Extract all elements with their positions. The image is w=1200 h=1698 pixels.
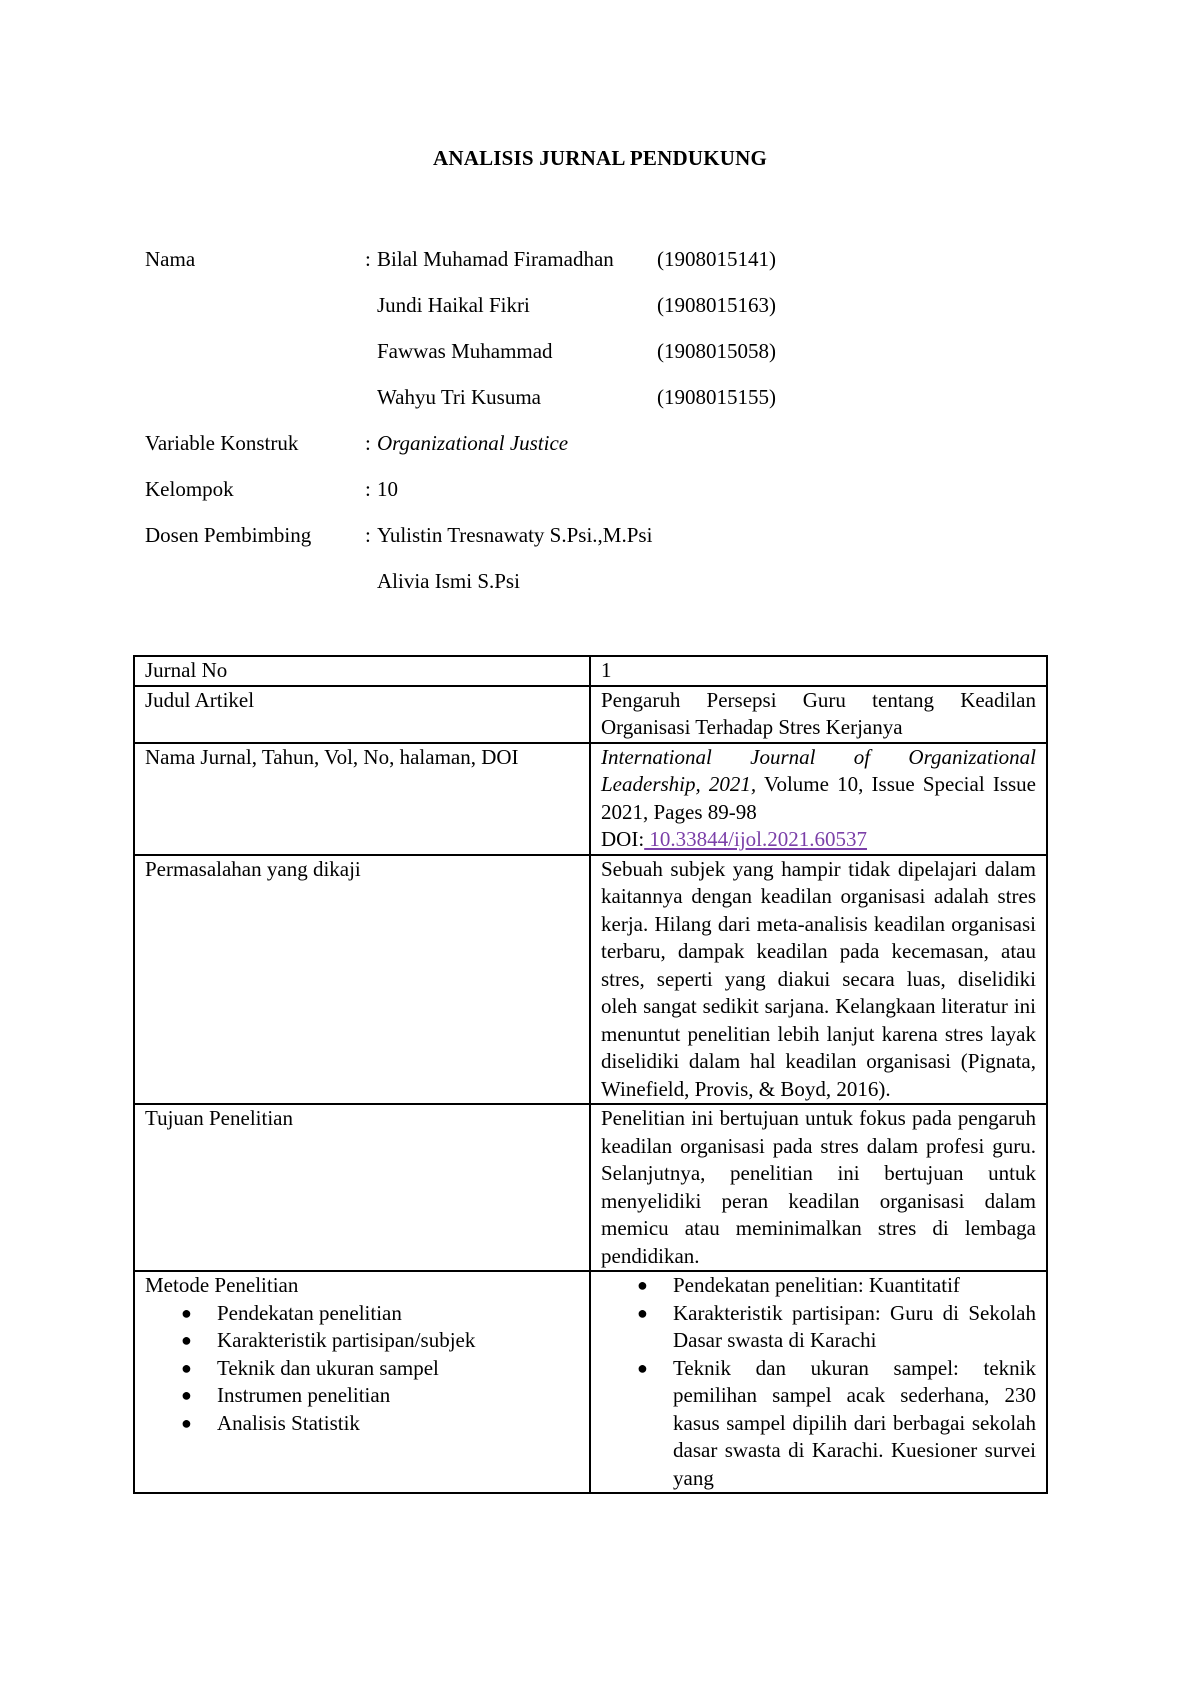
cell-label: Jurnal No: [134, 656, 590, 686]
metode-value-list: [601, 1272, 1036, 1492]
member-id: (1908015155): [657, 385, 776, 409]
bullet-icon: ●: [181, 1385, 192, 1405]
journal-table: [133, 655, 1048, 1494]
cell-value: Penelitian ini bertujuan untuk fokus pada pengaruh keadilan organisasi pada stres dalam profesi guru. Selanjutnya, penelitian ini bertujuan untuk menyelidiki peran keadilan organisasi dalam memicu atau meminimalkan stres di lembaga pendidikan.: [590, 1104, 1047, 1271]
dosen-name: Yulistin Tresnawaty S.Psi.,M.Psi: [377, 523, 653, 547]
table-row: [134, 855, 1047, 1105]
cell-value: [590, 743, 1047, 855]
list-item: ● Teknik dan ukuran sampel: [217, 1355, 579, 1383]
table-row: [134, 743, 1047, 855]
cell-label: [134, 1271, 590, 1493]
table-row: [134, 1104, 1047, 1271]
bullet-icon: ●: [181, 1357, 192, 1378]
bullet-icon: ●: [637, 1275, 648, 1295]
table-row: [134, 686, 1047, 743]
member-name: Fawwas Muhammad: [377, 339, 553, 363]
list-item: ● Analisis Statistik: [217, 1410, 579, 1438]
doi-label: DOI:: [601, 827, 645, 851]
bullet-icon: ●: [637, 1302, 648, 1323]
bullet-icon: ●: [637, 1357, 648, 1378]
member-name: Jundi Haikal Fikri: [377, 293, 530, 317]
list-item: ● Pendekatan penelitian: Kuantitatif: [673, 1272, 1036, 1300]
cell-label: Judul Artikel: [134, 686, 590, 743]
journal-name: International Journal of Organizational Leadership, 2021,: [601, 744, 1036, 796]
metode-label: Metode Penelitian: [145, 1273, 299, 1297]
variable-value: Organizational Justice: [377, 431, 569, 455]
list-item: ● Teknik dan ukuran sampel: teknik pemilihan sampel acak sederhana, 230 kasus sampel dipilih dari berbagai sekolah dasar swasta di Karachi. Kuesioner survei yang: [637, 1355, 1036, 1490]
cell-value: Pengaruh Persepsi Guru tentang Keadilan Organisasi Terhadap Stres Kerjanya: [590, 686, 1047, 743]
cell-value: [590, 1271, 1047, 1493]
bullet-icon: ●: [181, 1412, 192, 1433]
cell-label: Permasalahan yang dikaji: [134, 855, 590, 1105]
kelompok-value: 10: [377, 477, 398, 501]
metode-list: [145, 1300, 579, 1438]
member-name: Bilal Muhamad Firamadhan: [377, 247, 614, 271]
kelompok-label: Kelompok: [145, 477, 234, 501]
variable-label: Variable Konstruk: [145, 431, 299, 455]
cell-label: Tujuan Penelitian: [134, 1104, 590, 1271]
bullet-icon: ●: [181, 1302, 192, 1323]
list-item: ● Karakteristik partisipan/subjek: [217, 1327, 579, 1355]
member-id: (1908015058): [657, 339, 776, 363]
dosen-label: Dosen Pembimbing: [145, 523, 312, 547]
cell-value: 1: [590, 656, 1047, 686]
journal-details: Volume 10, Issue Special Issue 2021, Pages 89-98: [601, 772, 1037, 824]
member-id: (1908015163): [657, 293, 776, 317]
table-row: [134, 1271, 1047, 1493]
cell-label: Nama Jurnal, Tahun, Vol, No, halaman, DOI: [134, 743, 590, 855]
list-item: ● Karakteristik partisipan: Guru di Sekolah Dasar swasta di Karachi: [637, 1300, 1036, 1352]
bullet-icon: ●: [181, 1330, 192, 1350]
member-id: (1908015141): [657, 247, 776, 271]
list-item: ● Instrumen penelitian: [217, 1382, 579, 1410]
colon: :: [365, 523, 371, 547]
cell-value: Sebuah subjek yang hampir tidak dipelajari dalam kaitannya dengan keadilan organisasi adalah stres kerja. Hilang dari meta-analisis keadilan organisasi terbaru, dampak keadilan pada kecemasan, atau stres, seperti yang diakui secara luas, diselidiki oleh sangat sedikit sarjana. Kelangkaan literatur ini menuntut penelitian lebih lanjut karena stres layak diselidiki dalam hal keadilan organisasi (Pignata, Winefield, Provis, & Boyd, 2016).: [590, 855, 1047, 1105]
doi-link[interactable]: 10.33844/ijol.2021.60537: [644, 827, 868, 851]
nama-label: Nama: [145, 247, 196, 271]
member-name: Wahyu Tri Kusuma: [377, 385, 541, 409]
list-item: ● Pendekatan penelitian: [217, 1300, 579, 1328]
colon: :: [365, 247, 371, 271]
table-row: [134, 656, 1047, 686]
colon: :: [365, 477, 371, 501]
metode-values: [601, 1272, 1036, 1492]
page-title: ANALISIS JURNAL PENDUKUNG: [432, 146, 768, 170]
colon: :: [365, 431, 371, 455]
dosen-name: Alivia Ismi S.Psi: [377, 569, 520, 593]
